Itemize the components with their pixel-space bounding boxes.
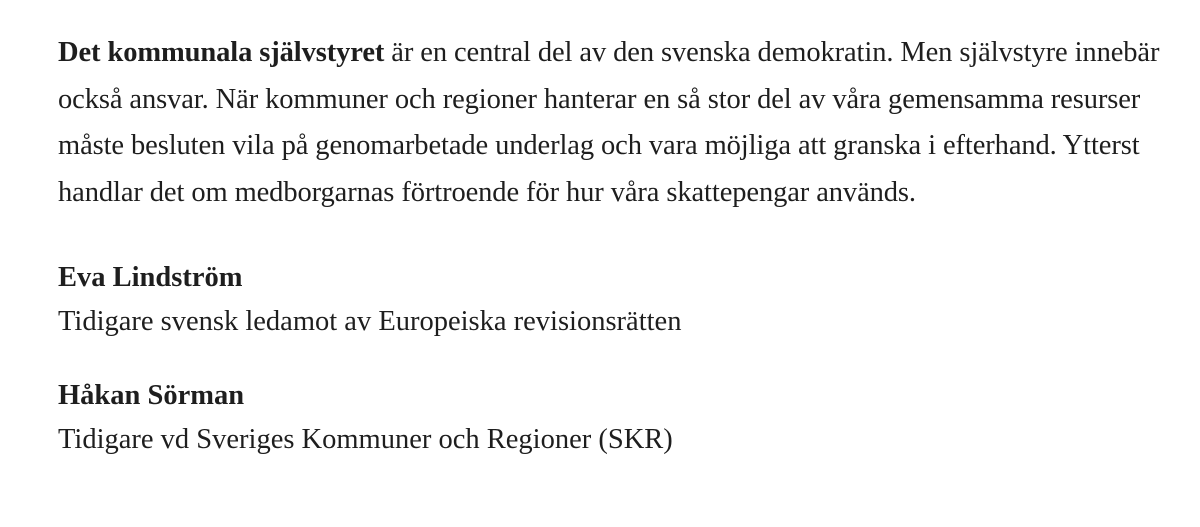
author-block-hakan-sorman (58, 374, 1160, 462)
author-name: Håkan Sörman (58, 380, 245, 411)
author-name: Eva Lindström (58, 262, 243, 293)
author-block-eva-lindstrom (58, 256, 1160, 344)
lead-text: är en central del av den svenska demokratin. Men självstyre innebär också ansvar. När kommuner och regioner hanterar en så stor del av våra gemensamma resurser måste besluten vila på genomarbetade underlag och vara möjliga att granska i efterhand. Ytterst handlar det om medborgarnas förtroende för hur våra skattepengar används. (58, 37, 1160, 208)
author-title: Tidigare svensk ledamot av Europeiska revisionsrätten (58, 306, 682, 337)
author-title: Tidigare vd Sveriges Kommuner och Regioner (SKR) (58, 424, 673, 455)
lead-paragraph (58, 30, 1160, 216)
lead-emphasis: Det kommunala självstyret (58, 37, 385, 68)
